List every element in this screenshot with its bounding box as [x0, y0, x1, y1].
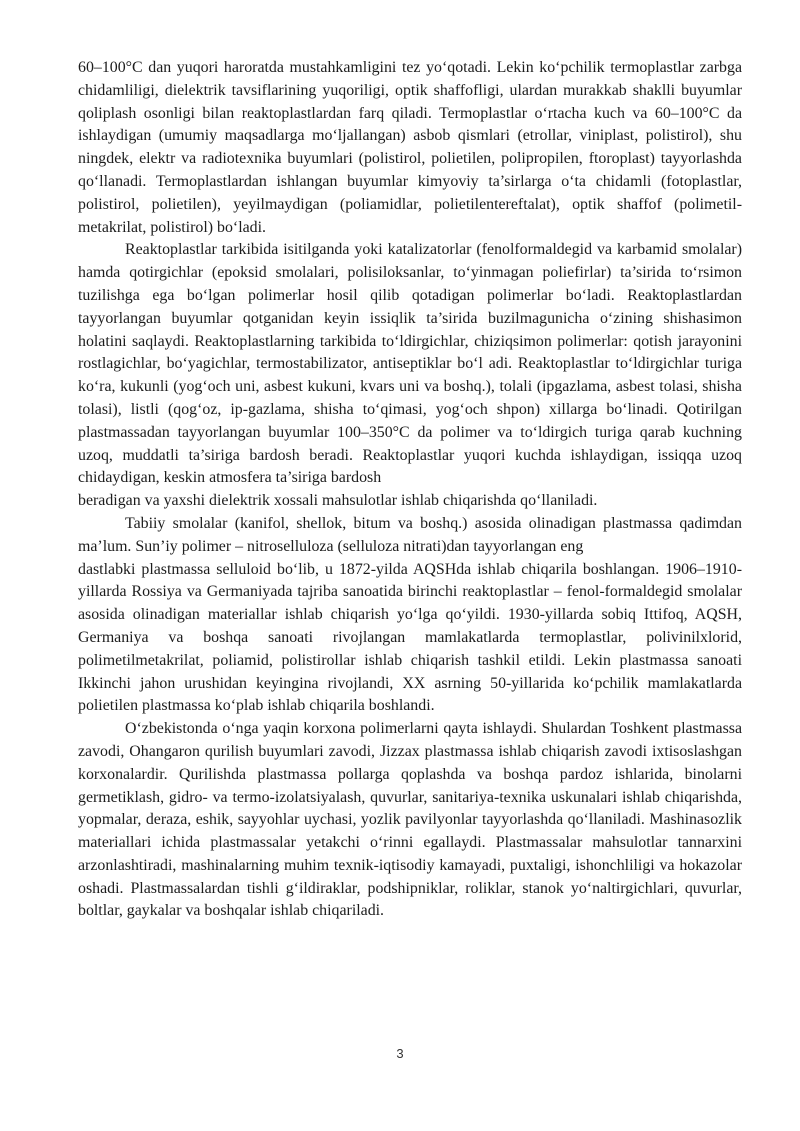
paragraph-uzbekistan: O‘zbekistonda o‘nga yaqin korxona polimerlarni qayta ishlaydi. Shulardan Toshkent plastmassa zavodi, Ohangaron qurilish buyumlari zavodi, Jizzax plastmassa ishlab chiqarish zavodi ixtisoslashgan korxonalardir. Qurilishda plastmassa pollarga qoplashda va boshqa pardoz ishlarida, binolarni germetiklash, gidro- va termo-izolatsiyalash, quvurlar, sanitariya-texnika uskunalari ishlab chiqarishda, yopmalar, deraza, eshik, sayyohlar uychasi, yozlik pavilyonlar tayyorlashda qo‘llaniladi. Mashinasozlik materiallari ichida plastmassalar yetakchi o‘rinni egallaydi. Plastmassalar mahsulotlar tannarxini arzonlashtiradi, mashinalarning muhim texnik-iqtisodiy kamayadi, puxtaligi, ishonchliligi va hokazolar oshadi. Plastmassalardan tishli g‘ildiraklar, podshipniklar, roliklar, stanok yo‘naltirgichlari, quvurlar, boltlar, gaykalar va boshqalar ishlab chiqariladi. [78, 720, 742, 920]
paragraph-reactoplastics-tail: beradigan va yaxshi dielektrik xossali mahsulotlar ishlab chiqarishda qo‘llaniladi. [78, 492, 598, 510]
paragraph-reactoplastics: Reaktoplastlar tarkibida isitilganda yoki katalizatorlar (fenolformaldegid va karbamid smolalar) hamda qotirgichlar (epoksid smolalari, polisiloksanlar, to‘yinmagan poliefirlar) ta’sirida to‘rsimon tuzilishga ega bo‘lgan polimerlar hosil qilib qotadigan polimerlar bo‘ladi. Reaktoplastlardan tayyorlangan buyumlar qotganidan keyin issiqlik ta’sirida buzilmagunicha o‘zining shishasimon holatini saqlaydi. Reaktoplastlarning tarkibida to‘ldirgichlar, chiziqsimon polimerlar: qotish jarayonini rostlagichlar, bo‘yagichlar, termostabilizator, antiseptiklar bo‘l adi. Reaktoplastlar to‘ldirgichlar turiga ko‘ra, kukunli (yog‘och uni, asbest kukuni, kvars uni va boshq.), tolali (ipgazlama, asbest tolasi, shisha tolasi), listli (qog‘oz, ip-gazlama, shisha to‘qimasi, yog‘och shpon) xillarga bo‘linadi. Qotirilgan plastmassadan tayyorlangan buyumlar 100–350°C da polimer va to‘ldirgich turiga qarab kuchning uzoq, muddatli ta’siriga bardosh beradi. Reaktoplastlar yuqori kuchda ishlaydigan, issiqqa uzoq chidaydigan, keskin atmosfera ta’siriga bardosh [78, 241, 742, 487]
paragraph-history: dastlabki plastmassa selluloid bo‘lib, u 1872-yilda AQSHda ishlab chiqarila boshlangan. 1906–1910-yillarda Rossiya va Germaniyada tajriba sanoatida birinchi reaktoplastlar – fenol-formaldegid smolalar asosida olinadigan materiallar ishlab chiqarish yo‘lga qo‘yildi. 1930-yillarda sobiq Ittifoq, AQSH, Germaniya va boshqa sanoati rivojlangan mamlakatlarda termoplastlar, polivinilxlorid, polimetilmetakrilat, poliamid, polistirollar ishlab chiqarish tashkil etildi. Lekin plastmassa sanoati Ikkinchi jahon urushidan keyingina rivojlandi, XX asrning 50-yillarida ko‘pchilik mamlakatlarda polietilen plastmassa ko‘plab ishlab chiqarila boshlandi. [78, 560, 742, 715]
paragraph-natural-resins: Tabiiy smolalar (kanifol, shellok, bitum va boshq.) asosida olinadigan plastmassa qadimdan ma’lum. Sun’iy polimer – nitroselluloza (selluloza nitrati)dan tayyorlangan eng [78, 514, 742, 555]
page-body [78, 57, 742, 923]
page-number: 3 [396, 1046, 404, 1061]
paragraph-thermoplastics-continued: 60–100°C dan yuqori haroratda mustahkamligini tez yo‘qotadi. Lekin ko‘pchilik termoplastlar zarbga chidamliligi, dielektrik tavsiflarining yuqoriligi, optik shaffofligi, ulardan murakkab shaklli buyumlar qoliplash osonligi bilan reaktoplastlardan farq qiladi. Termoplastlar o‘rtacha kuch va 60–100°C da ishlaydigan (umumiy maqsadlarga mo‘ljallangan) asbob qismlari (etrollar, viniplast, polistirol), shu ningdek, elektr va radiotexnika buyumlari (polistirol, polietilen, polipropilen, ftoroplast) tayyorlashda qo‘llanadi. Termoplastlardan ishlangan buyumlar kimyoviy ta’sirlarga o‘ta chidamli (fotoplastlar, polistirol, polietilen), yeyilmaydigan (poliamidlar, polietilentereftalat), optik shaffof (polimetil-metakrilat, polistirol) bo‘ladi. [78, 59, 742, 236]
